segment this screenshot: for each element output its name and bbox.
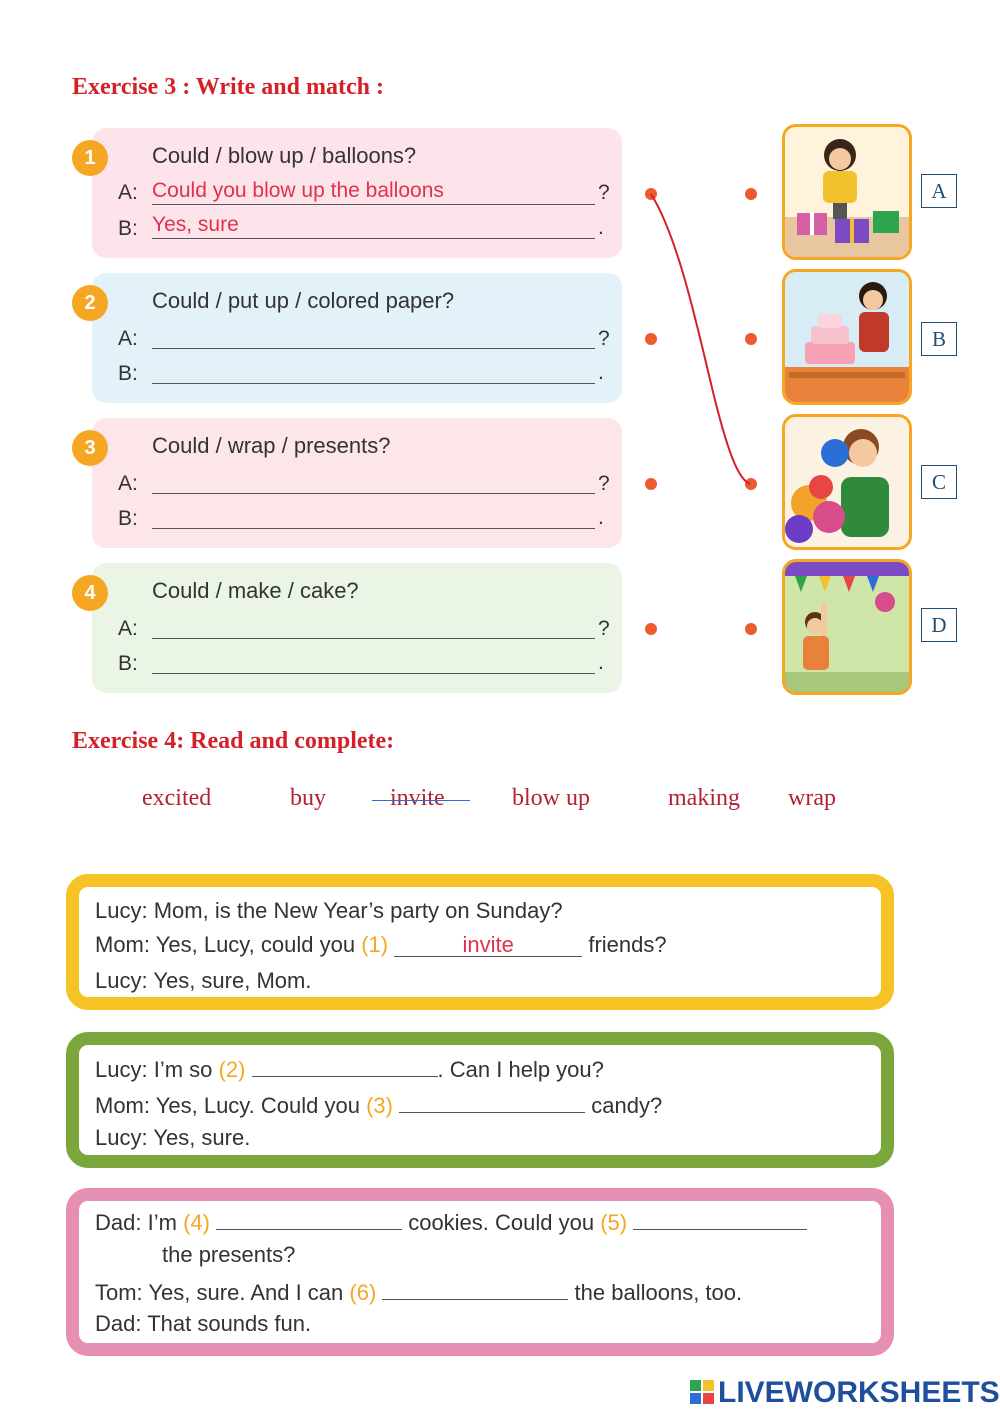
dialogue-3-line-2: the presents? xyxy=(162,1242,296,1267)
item-a-end-4: ? xyxy=(598,617,610,640)
line-post: . Can I help you? xyxy=(437,1057,604,1082)
line-pre: Yes, Lucy, could you xyxy=(155,932,356,957)
blank-number-4: (4) xyxy=(183,1210,210,1235)
item-b-answer-3[interactable] xyxy=(152,502,595,529)
dialogue-3-line-1 xyxy=(95,1207,807,1236)
word-bank-invite: invite xyxy=(390,785,445,811)
item-b-label-1: B: xyxy=(118,217,138,240)
word-bank-wrap: wrap xyxy=(788,785,836,811)
dialogue-3-line-4 xyxy=(95,1311,311,1337)
item-number-4: 4 xyxy=(72,575,108,611)
picture-letter-c: C xyxy=(921,465,957,499)
blank-4-answer[interactable] xyxy=(216,1207,402,1230)
line-mid: cookies. Could you xyxy=(408,1210,595,1235)
line-post: candy? xyxy=(591,1093,663,1118)
blank-number-6: (6) xyxy=(349,1280,377,1305)
exercise3-heading: Exercise 3 : Write and match : xyxy=(72,74,384,100)
exercise4-heading: Exercise 4: Read and complete: xyxy=(72,728,395,754)
item-a-end-1: ? xyxy=(598,181,610,204)
item-b-end-1: . xyxy=(598,216,604,239)
blank-number-1: (1) xyxy=(361,932,389,957)
blank-number-3: (3) xyxy=(366,1093,393,1118)
girl-wrapping-presents-picture xyxy=(785,127,909,257)
word-bank-buy: buy xyxy=(290,785,326,811)
line-pre: Yes, Lucy. Could you xyxy=(155,1093,360,1118)
picture-letter-a: A xyxy=(921,174,957,208)
item-a-answer-2[interactable] xyxy=(152,322,595,349)
item-b-end-2: . xyxy=(598,361,604,384)
picture-c xyxy=(782,414,912,550)
strikethrough-line xyxy=(372,800,470,801)
line-post: the balloons, too. xyxy=(574,1280,743,1305)
item-b-label-3: B: xyxy=(118,507,138,530)
liveworksheets-brand[interactable]: LIVEWORKSHEETS xyxy=(718,1376,1000,1409)
boy-blowing-balloon-picture xyxy=(785,417,909,547)
item-prompt-2: Could / put up / colored paper? xyxy=(152,288,455,313)
line-pre: I’m xyxy=(147,1210,177,1235)
dialogue-1-line-3 xyxy=(95,968,311,994)
dialogue-2-line-2 xyxy=(95,1090,662,1119)
dialogue-1-line-2 xyxy=(95,932,667,958)
item-b-label-4: B: xyxy=(118,652,138,675)
speaker: Mom: xyxy=(95,1093,150,1118)
item-b-answer-1[interactable]: Yes, sure xyxy=(152,212,595,239)
item-b-end-3: . xyxy=(598,506,604,529)
speaker: Dad: xyxy=(95,1311,142,1336)
item-a-answer-4[interactable] xyxy=(152,612,595,639)
picture-d xyxy=(782,559,912,695)
left-match-dot-4[interactable] xyxy=(645,623,657,635)
speaker: Dad: xyxy=(95,1210,142,1235)
dialogue-3-line-3 xyxy=(95,1277,742,1306)
word-bank-blow-up: blow up xyxy=(512,785,590,811)
blank-3-answer[interactable] xyxy=(399,1090,585,1113)
blank-6-answer[interactable] xyxy=(382,1277,568,1300)
word-bank-excited: excited xyxy=(142,785,212,811)
line-text: Yes, sure, Mom. xyxy=(153,968,312,993)
speaker: Tom: xyxy=(95,1280,143,1305)
speaker: Lucy: xyxy=(95,898,148,923)
item-a-end-2: ? xyxy=(598,327,610,350)
item-number-2: 2 xyxy=(72,285,108,321)
item-a-label-2: A: xyxy=(118,327,138,350)
line-text: Yes, sure. xyxy=(153,1125,251,1150)
blank-2-answer[interactable] xyxy=(252,1054,438,1077)
blank-1-answer[interactable]: invite xyxy=(394,934,582,957)
item-b-answer-2[interactable] xyxy=(152,357,595,384)
blank-number-5: (5) xyxy=(600,1210,628,1235)
item-a-label-3: A: xyxy=(118,472,138,495)
speaker: Mom: xyxy=(95,932,150,957)
item-number-3: 3 xyxy=(72,430,108,466)
item-b-answer-4[interactable] xyxy=(152,647,595,674)
item-prompt-3: Could / wrap / presents? xyxy=(152,433,391,458)
item-a-answer-3[interactable] xyxy=(152,467,595,494)
item-a-label-4: A: xyxy=(118,617,138,640)
item-b-end-4: . xyxy=(598,651,604,674)
item-a-end-3: ? xyxy=(598,472,610,495)
picture-a xyxy=(782,124,912,260)
item-a-answer-1[interactable]: Could you blow up the balloons xyxy=(152,178,595,205)
blank-5-answer[interactable] xyxy=(633,1207,807,1230)
dialogue-1-line-1 xyxy=(95,898,563,924)
match-line xyxy=(640,180,770,500)
line-post: friends? xyxy=(588,932,667,957)
line-text: That sounds fun. xyxy=(147,1311,312,1336)
speaker: Lucy: xyxy=(95,968,148,993)
dialogue-2-line-1 xyxy=(95,1054,604,1083)
girl-making-cake-picture xyxy=(785,272,909,402)
boy-putting-up-paper-picture xyxy=(785,562,909,692)
picture-letter-b: B xyxy=(921,322,957,356)
picture-b xyxy=(782,269,912,405)
speaker: Lucy: xyxy=(95,1057,148,1082)
picture-letter-d: D xyxy=(921,608,957,642)
line-text: Mom, is the New Year’s party on Sunday? xyxy=(153,898,563,923)
item-a-label-1: A: xyxy=(118,181,138,204)
right-match-dot-d[interactable] xyxy=(745,623,757,635)
speaker: Lucy: xyxy=(95,1125,148,1150)
dialogue-2-line-3 xyxy=(95,1125,250,1151)
liveworksheets-logo-icon xyxy=(690,1380,714,1404)
line-pre: I’m so xyxy=(153,1057,213,1082)
line-pre: Yes, sure. And I can xyxy=(148,1280,344,1305)
item-number-1: 1 xyxy=(72,140,108,176)
blank-number-2: (2) xyxy=(218,1057,246,1082)
item-prompt-4: Could / make / cake? xyxy=(152,578,359,603)
item-b-label-2: B: xyxy=(118,362,138,385)
item-prompt-1: Could / blow up / balloons? xyxy=(152,143,417,168)
word-bank-making: making xyxy=(668,785,740,811)
